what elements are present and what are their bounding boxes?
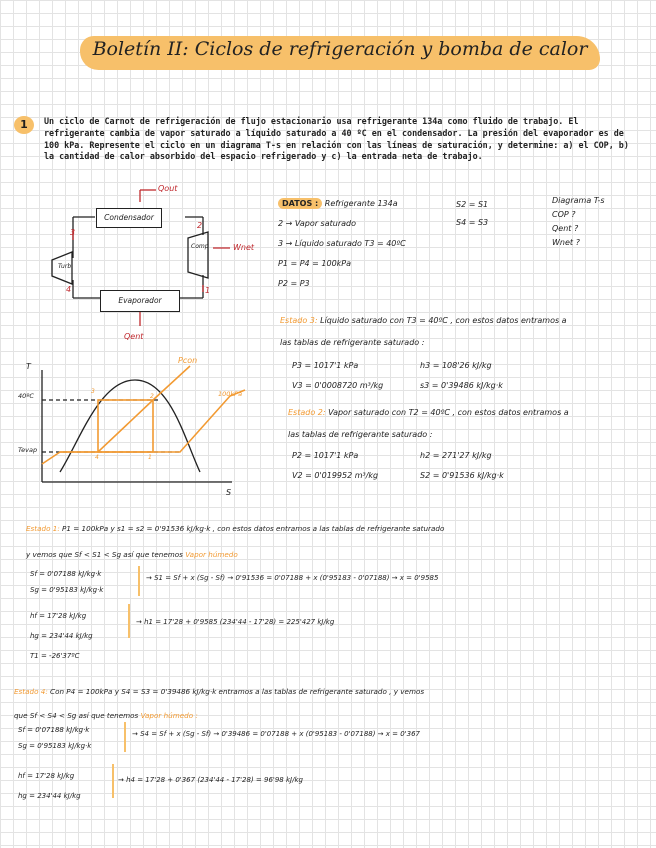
compressor-label: Comp <box>191 243 209 250</box>
s-axis-label: S <box>226 488 232 497</box>
estado2-s: S2 = 0'91536 kJ/kg·k <box>420 471 504 480</box>
estado4-text1: Con P4 = 100kPa y S4 = S3 = 0'39486 kJ/kg·k entramos a las tablas de refrigerante saturado , y vemos <box>50 687 425 696</box>
estado4-h-values <box>18 766 81 806</box>
node-4: 4 <box>66 285 72 294</box>
estado3-h: h3 = 108'26 kJ/kg <box>420 361 492 370</box>
datos-middle-2: S4 = S3 <box>456 218 489 227</box>
estado1-hg: hg = 234'44 kJ/kg <box>30 632 93 640</box>
estado4-text2b: Vapor húmedo : <box>140 711 198 720</box>
evaporator-box: Evaporador <box>100 290 180 312</box>
estado3-p: P3 = 1017'1 kPa <box>292 361 359 370</box>
estado2-h: h2 = 271'27 kJ/kg <box>420 451 492 460</box>
estado3-values-left <box>292 356 383 396</box>
estado1-bracket-2 <box>128 604 130 638</box>
estado3-text1: Líquido saturado con T3 = 40ºC , con estos datos entramos a <box>320 316 567 325</box>
estado3-s: s3 = 0'39486 kJ/kg·k <box>420 381 503 390</box>
t-low-label: Tevap <box>18 446 38 454</box>
estado1-bracket-1 <box>138 566 140 596</box>
ts-point-4: 4 <box>95 454 99 461</box>
ts-diagram <box>20 360 270 500</box>
estado2-v: V2 = 0'019952 m³/kg <box>292 471 379 480</box>
datos-line-2: 2 → Vapor saturado <box>278 219 356 228</box>
estado1-h-values <box>30 606 93 666</box>
estado4-eq2: → h4 = 17'28 + 0'367 (234'44 - 17'28) = 96'98 kJ/kg <box>118 776 303 784</box>
estado1-head: Estado 1: <box>26 524 60 533</box>
estado1-eq1: → S1 = Sf + x (Sg - Sf) → 0'91536 = 0'07188 + x (0'95183 - 0'07188) → x = 0'9585 <box>146 574 439 582</box>
t-high-label: 40ºC <box>18 392 34 400</box>
estado4-intro <box>14 680 424 728</box>
cycle-schematic <box>40 180 270 350</box>
p-high-label: Pcon <box>178 356 198 365</box>
estado2-block <box>288 402 569 446</box>
estado3-values-right <box>420 356 503 396</box>
datos-line-5: P2 = P3 <box>278 279 310 288</box>
problem-number: 1 <box>14 116 34 134</box>
datos-middle-1: S2 = S1 <box>456 200 489 209</box>
datos-middle <box>456 196 488 232</box>
p-low-label: 100kPa <box>218 390 243 398</box>
estado4-bracket-1 <box>124 722 126 752</box>
node-1: 1 <box>205 286 211 295</box>
ts-point-2: 2 <box>150 393 154 400</box>
estado4-hg: hg = 234'44 kJ/kg <box>18 792 81 800</box>
estado4-sf: Sf = 0'07188 kJ/kg·k <box>18 726 90 734</box>
qin-label: Qent <box>124 332 144 341</box>
estado1-sg: Sg = 0'95183 kJ/kg·k <box>30 586 104 594</box>
estado3-text2: las tablas de refrigerante saturado : <box>280 338 425 347</box>
turbine-label: Turb <box>58 263 72 270</box>
estado1-text2b: Vapor húmedo <box>185 550 238 559</box>
estado2-p: P2 = 1017'1 kPa <box>292 451 359 460</box>
estado4-head: Estado 4: <box>14 687 48 696</box>
qout-label: Qout <box>158 184 178 193</box>
datos-unknowns <box>552 194 605 250</box>
wnet-label: Wnet <box>233 243 255 252</box>
unknown-2: COP ? <box>552 210 576 219</box>
condenser-box: Condensador <box>96 208 162 228</box>
estado1-hf: hf = 17'28 kJ/kg <box>30 612 87 620</box>
estado1-s-values <box>30 566 103 598</box>
estado4-s-values <box>18 722 91 754</box>
estado4-hf: hf = 17'28 kJ/kg <box>18 772 75 780</box>
datos-line-3: 3 → Líquido saturado T3 = 40ºC <box>278 239 406 248</box>
datos-line-1: Refrigerante 134a <box>324 199 398 208</box>
estado1-eq2: → h1 = 17'28 + 0'9585 (234'44 - 17'28) = 225'427 kJ/kg <box>136 618 335 626</box>
estado1-t: T1 = -26'37ºC <box>30 652 80 660</box>
node-2: 2 <box>197 221 203 230</box>
page-title: Boletín II: Ciclos de refrigeración y bomba de calor <box>92 38 588 60</box>
unknown-3: Qent ? <box>552 224 579 233</box>
estado2-head: Estado 2: <box>288 408 326 417</box>
datos-tag: DATOS : <box>278 198 322 209</box>
unknown-1: Diagrama T-s <box>552 196 605 205</box>
estado4-eq1: → S4 = Sf + x (Sg - Sf) → 0'39486 = 0'07188 + x (0'95183 - 0'07188) → x = 0'367 <box>132 730 420 738</box>
problem-statement: Un ciclo de Carnot de refrigeración de flujo estacionario usa refrigerante 134a como fluido de trabajo. El refrigerante cambia de vapor saturado a líquido saturado a 40 ºC en el condensador. La presión del evaporador es de 100 kPa. Represente el ciclo en un diagrama T-s en relación con las líneas de saturación, y determine: a) el COP, b) la cantidad de calor absorbido del espacio refrigerado y c) la entrada neta de trabajo. <box>44 116 629 162</box>
estado3-block <box>280 310 567 354</box>
datos-block <box>278 194 406 294</box>
estado3-v: V3 = 0'0008720 m³/kg <box>292 381 384 390</box>
node-3: 3 <box>70 228 76 237</box>
datos-line-4: P1 = P4 = 100kPa <box>278 259 352 268</box>
estado4-sg: Sg = 0'95183 kJ/kg·k <box>18 742 92 750</box>
estado4-text2a: que Sf < S4 < Sg así que tenemos <box>14 711 139 720</box>
estado1-text2a: y vemos que Sf < S1 < Sg así que tenemos <box>26 550 183 559</box>
estado1-sf: Sf = 0'07188 kJ/kg·k <box>30 570 102 578</box>
estado2-values-right <box>420 446 504 486</box>
estado2-values-left <box>292 446 378 486</box>
estado3-head: Estado 3: <box>280 316 318 325</box>
estado1-text1: P1 = 100kPa y s1 = s2 = 0'91536 kJ/kg·k , con estos datos entramos a las tablas de refrigerante saturado <box>62 524 445 533</box>
estado2-text2: las tablas de refrigerante saturado : <box>288 430 433 439</box>
ts-point-1: 1 <box>148 454 152 461</box>
estado2-text1: Vapor saturado con T2 = 40ºC , con estos datos entramos a <box>328 408 569 417</box>
estado4-bracket-2 <box>112 764 114 798</box>
estado1-intro <box>26 516 444 568</box>
t-axis-label: T <box>26 362 31 371</box>
unknown-4: Wnet ? <box>552 238 580 247</box>
ts-point-3: 3 <box>91 388 95 395</box>
